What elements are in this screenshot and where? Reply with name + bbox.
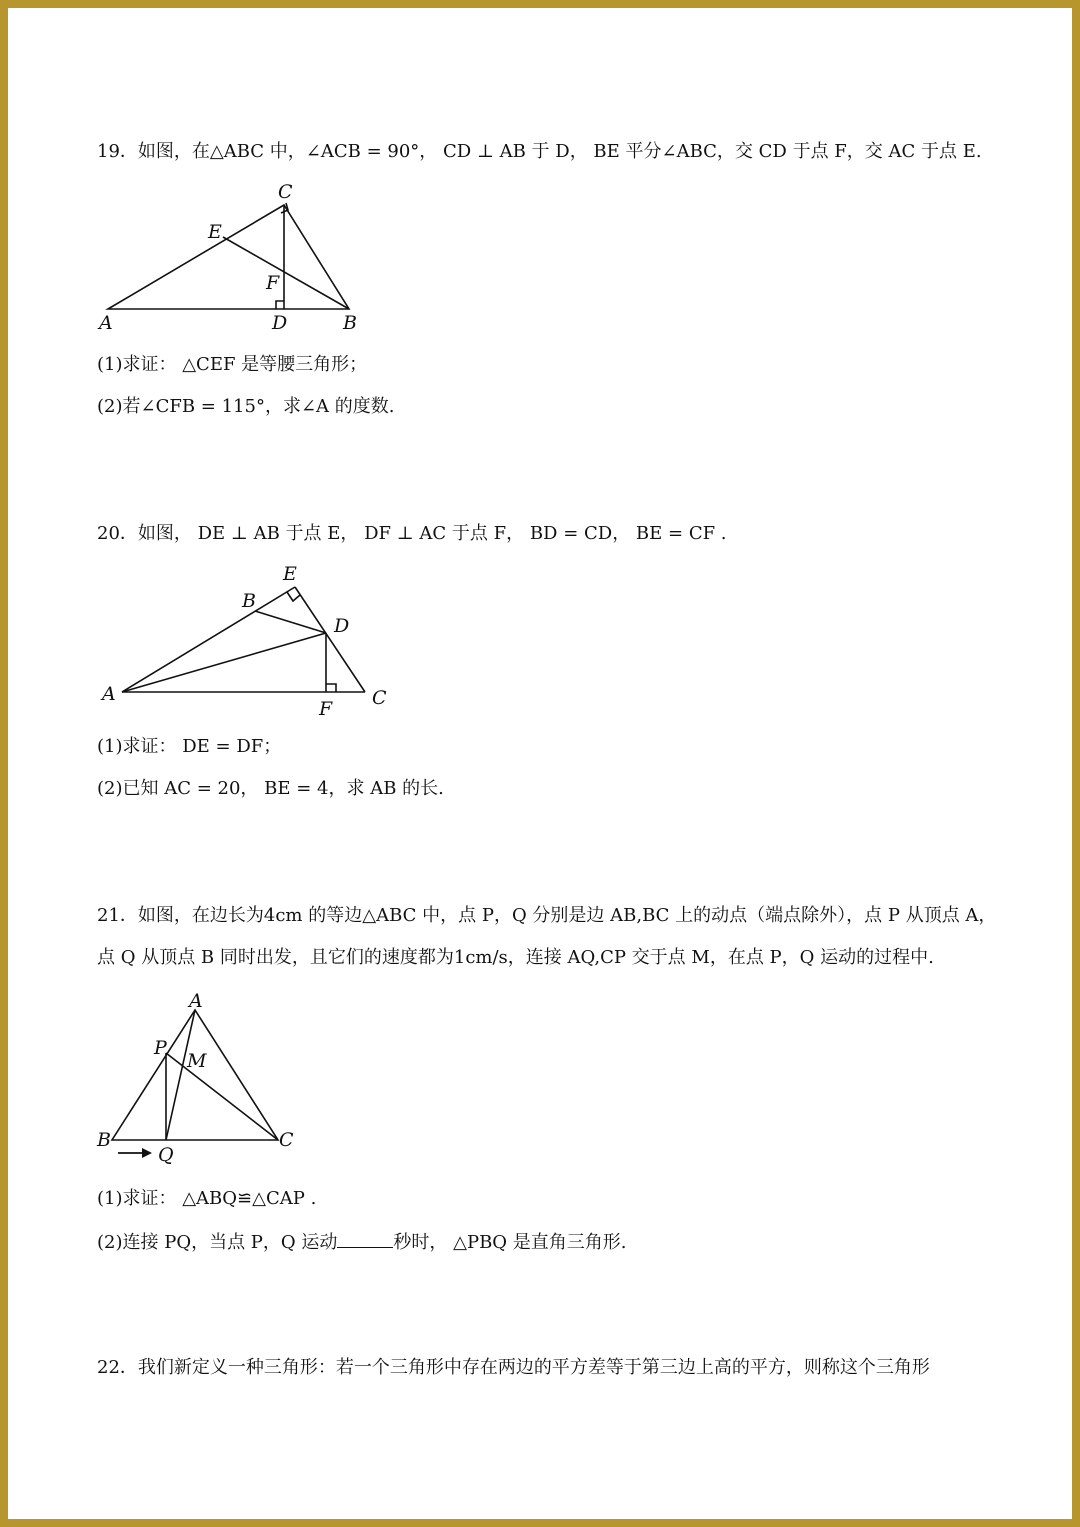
q21-answer-blank	[337, 1229, 393, 1248]
q19-label-b: B	[343, 312, 357, 334]
q21-stem-line1: 21．如图，在边长为4cm 的等边△ABC 中，点 P，Q 分别是边 AB,BC 上的动点（端点除外），点 P 从顶点 A，	[97, 905, 997, 926]
q20-part2: (2)已知 AC = 20， BE = 4，求 AB 的长.	[97, 778, 444, 799]
q21-label-m: M	[187, 1050, 207, 1072]
q20-label-a: A	[102, 683, 116, 705]
q21-label-a: A	[189, 990, 203, 1012]
q20-segment-ad	[122, 633, 326, 692]
q20-right-angle-f	[326, 684, 336, 692]
q21-stem-line2: 点 Q 从顶点 B 同时出发，且它们的速度都为1cm/s，连接 AQ,CP 交于点 M，在点 P，Q 运动的过程中.	[97, 947, 934, 968]
q19-figure	[90, 178, 370, 338]
q19-segment-be	[223, 237, 349, 309]
q21-part2	[97, 1229, 627, 1255]
q20-stem: 20．如图， DE ⊥ AB 于点 E， DF ⊥ AC 于点 F， BD = CD， BE = CF .	[97, 523, 727, 544]
q22-stem: 22．我们新定义一种三角形：若一个三角形中存在两边的平方差等于第三边上高的平方，则称这个三角形	[97, 1357, 930, 1378]
q20-segment-ae	[122, 587, 295, 692]
q20-label-c: C	[372, 687, 387, 709]
q20-label-d: D	[334, 615, 350, 637]
q21-part1: (1)求证： △ABQ≌△CAP .	[97, 1188, 317, 1209]
q21-label-c: C	[279, 1129, 294, 1151]
q20-part1: (1)求证： DE = DF；	[97, 736, 282, 757]
q21-arrow-head	[142, 1148, 152, 1158]
q19-stem: 19．如图，在△ABC 中，∠ACB = 90°， CD ⊥ AB 于 D， BE 平分∠ABC，交 CD 于点 F，交 AC 于点 E.	[97, 141, 982, 162]
q19-part1: (1)求证： △CEF 是等腰三角形；	[97, 354, 368, 375]
q20-figure	[90, 560, 410, 720]
q21-part2-before: (2)连接 PQ，当点 P，Q 运动	[97, 1232, 338, 1253]
q21-label-b: B	[97, 1129, 111, 1151]
q19-label-d: D	[272, 312, 288, 334]
q21-label-q: Q	[158, 1144, 174, 1166]
q21-part2-after: 秒时， △PBQ 是直角三角形.	[393, 1232, 627, 1253]
q19-label-f: F	[266, 272, 280, 294]
q21-figure	[90, 985, 320, 1170]
q20-label-b: B	[242, 590, 256, 612]
q19-label-e: E	[208, 221, 222, 243]
q19-right-angle-d	[276, 301, 284, 309]
q21-segment-cp	[166, 1053, 278, 1140]
q20-label-f: F	[319, 698, 333, 720]
q19-triangle-abc	[108, 205, 349, 309]
q19-label-a: A	[99, 312, 113, 334]
q20-right-angle-e	[287, 592, 300, 601]
q21-label-p: P	[154, 1037, 167, 1059]
q19-part2: (2)若∠CFB = 115°，求∠A 的度数.	[97, 396, 395, 417]
q19-label-c: C	[278, 181, 293, 203]
q20-label-e: E	[283, 563, 297, 585]
q20-segment-bd	[255, 611, 326, 633]
q21-segment-aq	[166, 1010, 195, 1140]
